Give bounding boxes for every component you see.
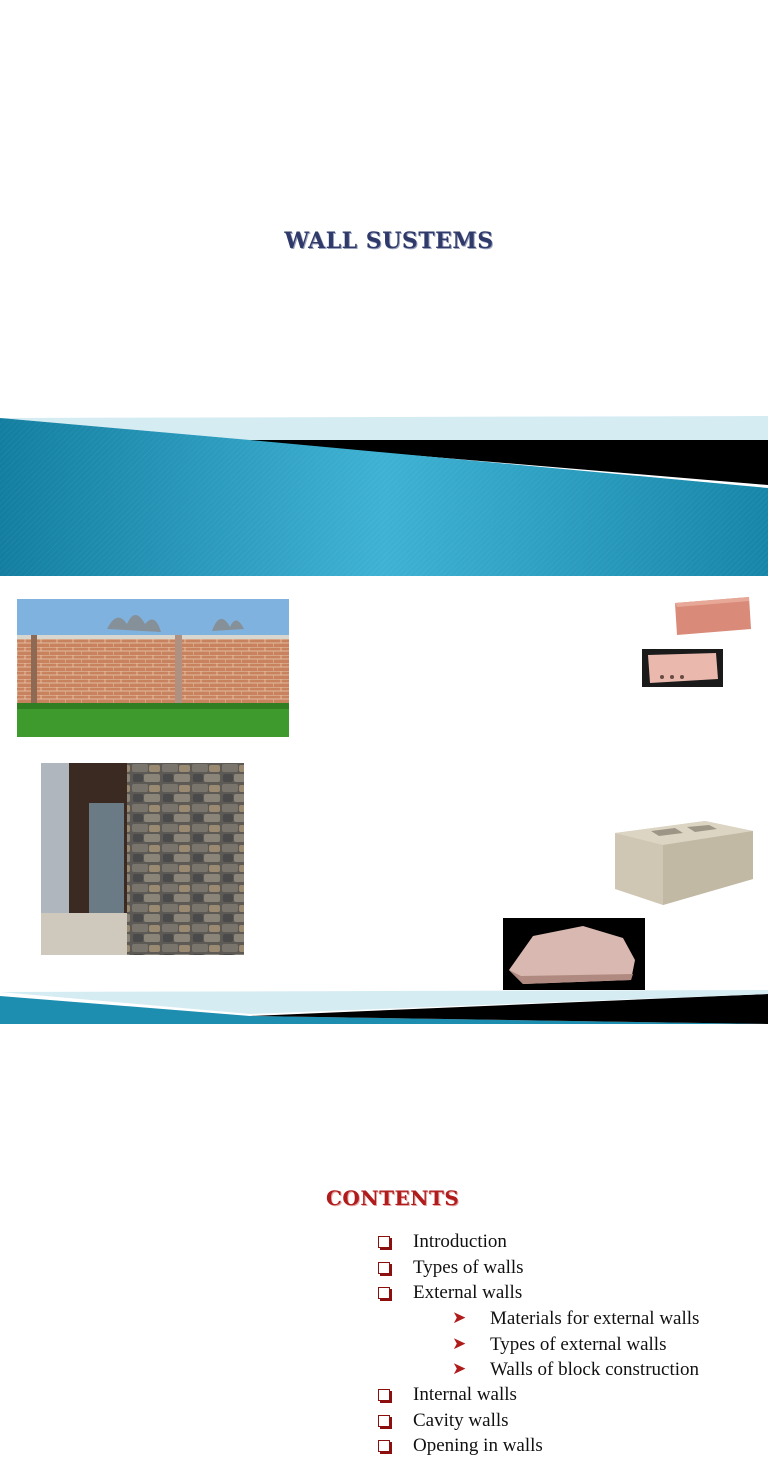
contents-slide xyxy=(0,576,768,1456)
list-item: Introduction xyxy=(413,1229,524,1255)
contents-list-bottom xyxy=(413,1382,543,1459)
perforated-brick-photo xyxy=(642,649,723,687)
slide-decoration xyxy=(0,0,768,576)
stone-wall-photo xyxy=(41,763,244,955)
title-slide xyxy=(0,0,768,576)
square-bullet-icon xyxy=(378,1389,390,1401)
stone-sample-photo xyxy=(503,918,645,990)
square-bullet-icon xyxy=(378,1415,390,1427)
square-bullet-icon xyxy=(378,1262,390,1274)
list-item: Types of walls xyxy=(413,1255,524,1281)
brick-fence-photo xyxy=(17,599,289,737)
square-bullet-icon xyxy=(378,1236,390,1248)
square-bullet-icon xyxy=(378,1287,390,1299)
arrow-bullet-icon: ➤ xyxy=(452,1333,467,1354)
arrow-bullet-icon: ➤ xyxy=(452,1308,467,1328)
sub-list-item: ➤ Types of external walls xyxy=(490,1332,699,1358)
concrete-block-photo xyxy=(613,819,755,907)
sub-list-item: ➤ Materials for external walls xyxy=(490,1306,699,1332)
clay-brick-photo xyxy=(671,593,753,639)
arrow-bullet-icon: ➤ xyxy=(452,1359,467,1379)
contents-heading: CONTENTS xyxy=(326,1186,460,1210)
slide-title: WALL SUSTEMS xyxy=(284,228,494,254)
list-item: External walls xyxy=(413,1280,524,1306)
sub-list-item: ➤ Walls of block construction xyxy=(490,1357,699,1383)
list-item: Cavity walls xyxy=(413,1408,543,1434)
contents-sub-list xyxy=(452,1306,700,1383)
square-bullet-icon xyxy=(378,1440,390,1452)
contents-list-top xyxy=(413,1229,524,1306)
list-item: Opening in walls xyxy=(413,1433,543,1459)
list-item: Internal walls xyxy=(413,1382,543,1408)
